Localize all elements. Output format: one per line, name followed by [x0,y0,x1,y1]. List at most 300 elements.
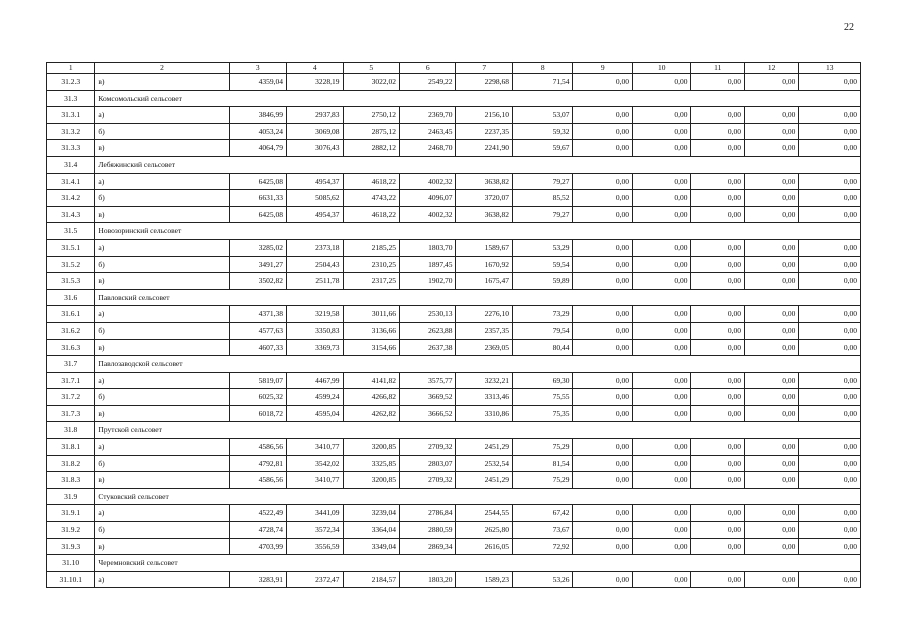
value-cell: 0,00 [691,206,744,223]
value-cell: 0,00 [799,107,861,124]
value-cell: 3285,02 [229,239,286,256]
section-row [47,90,861,107]
value-cell: 0,00 [632,74,691,91]
section-code: 31.3 [47,90,95,107]
value-cell: 0,00 [744,123,798,140]
value-cell: 0,00 [691,538,744,555]
value-cell: 0,00 [573,522,633,539]
row-variant: в) [95,140,229,157]
value-cell: 3572,34 [287,522,343,539]
value-cell: 0,00 [744,306,798,323]
value-cell: 59,54 [512,256,573,273]
column-header: 10 [632,63,691,74]
value-cell: 0,00 [573,372,633,389]
table-row [47,439,861,456]
value-cell: 4053,24 [229,123,286,140]
value-cell: 2241,90 [456,140,512,157]
row-variant: а) [95,306,229,323]
table-row [47,522,861,539]
value-cell: 0,00 [573,306,633,323]
value-cell: 3349,04 [343,538,399,555]
value-cell: 3542,02 [287,455,343,472]
row-variant: а) [95,505,229,522]
section-row [47,289,861,306]
table-row [47,372,861,389]
value-cell: 0,00 [691,505,744,522]
value-cell: 6018,72 [229,405,286,422]
value-cell: 2937,83 [287,107,343,124]
column-header: 7 [456,63,512,74]
value-cell: 0,00 [632,206,691,223]
value-cell: 2880,59 [400,522,456,539]
value-cell: 67,42 [512,505,573,522]
value-cell: 0,00 [573,140,633,157]
value-cell: 59,32 [512,123,573,140]
value-cell: 2709,32 [400,439,456,456]
value-cell: 3313,46 [456,389,512,406]
row-code: 31.10.1 [47,571,95,588]
row-variant: б) [95,455,229,472]
row-variant: в) [95,273,229,290]
table-row [47,405,861,422]
value-cell: 0,00 [573,505,633,522]
value-cell: 0,00 [744,107,798,124]
value-cell: 3200,85 [343,472,399,489]
value-cell: 0,00 [691,389,744,406]
value-cell: 5085,62 [287,190,343,207]
value-cell: 2369,70 [400,107,456,124]
table-row [47,389,861,406]
value-cell: 0,00 [573,239,633,256]
value-cell: 3364,04 [343,522,399,539]
column-header: 4 [287,63,343,74]
value-cell: 71,54 [512,74,573,91]
value-cell: 0,00 [799,439,861,456]
value-cell: 0,00 [799,123,861,140]
row-code: 31.4.1 [47,173,95,190]
table-row [47,206,861,223]
value-cell: 69,30 [512,372,573,389]
value-cell: 0,00 [632,505,691,522]
value-cell: 4359,04 [229,74,286,91]
table-row [47,472,861,489]
value-cell: 0,00 [799,505,861,522]
value-cell: 3022,02 [343,74,399,91]
row-variant: б) [95,389,229,406]
section-name: Стуковский сельсовет [95,488,861,505]
value-cell: 3011,66 [343,306,399,323]
value-cell: 59,67 [512,140,573,157]
value-cell: 0,00 [744,522,798,539]
value-cell: 0,00 [573,339,633,356]
value-cell: 1589,23 [456,571,512,588]
row-code: 31.5.2 [47,256,95,273]
row-code: 31.4.2 [47,190,95,207]
value-cell: 3069,08 [287,123,343,140]
value-cell: 0,00 [691,372,744,389]
value-cell: 3228,19 [287,74,343,91]
value-cell: 0,00 [573,206,633,223]
value-cell: 0,00 [632,439,691,456]
row-code: 31.4.3 [47,206,95,223]
row-code: 31.5.1 [47,239,95,256]
value-cell: 0,00 [799,306,861,323]
value-cell: 3846,99 [229,107,286,124]
column-header: 6 [400,63,456,74]
value-cell: 2372,47 [287,571,343,588]
value-cell: 79,27 [512,206,573,223]
value-cell: 4141,82 [343,372,399,389]
value-cell: 0,00 [744,372,798,389]
table-row [47,190,861,207]
value-cell: 0,00 [744,505,798,522]
value-cell: 3669,52 [400,389,456,406]
value-cell: 0,00 [744,190,798,207]
value-cell: 3491,27 [229,256,286,273]
column-header: 12 [744,63,798,74]
section-code: 31.6 [47,289,95,306]
value-cell: 0,00 [799,190,861,207]
value-cell: 0,00 [691,256,744,273]
row-variant: а) [95,372,229,389]
value-cell: 3200,85 [343,439,399,456]
value-cell: 0,00 [691,123,744,140]
section-row [47,488,861,505]
value-cell: 75,35 [512,405,573,422]
value-cell: 2549,22 [400,74,456,91]
value-cell: 0,00 [573,439,633,456]
row-code: 31.3.3 [47,140,95,157]
value-cell: 2637,38 [400,339,456,356]
value-cell: 0,00 [632,273,691,290]
value-cell: 2544,55 [456,505,512,522]
table-row [47,339,861,356]
row-code: 31.6.2 [47,322,95,339]
section-row [47,356,861,373]
value-cell: 0,00 [744,239,798,256]
row-variant: а) [95,173,229,190]
value-cell: 3638,82 [456,173,512,190]
value-cell: 4002,32 [400,173,456,190]
value-cell: 75,55 [512,389,573,406]
row-variant: а) [95,571,229,588]
value-cell: 0,00 [632,256,691,273]
value-cell: 0,00 [573,173,633,190]
value-cell: 3638,82 [456,206,512,223]
value-cell: 0,00 [799,273,861,290]
table-body [47,74,861,588]
section-name: Новозоринский сельсовет [95,223,861,240]
value-cell: 2310,25 [343,256,399,273]
row-code: 31.2.3 [47,74,95,91]
value-cell: 2317,25 [343,273,399,290]
table-header-row [47,63,861,74]
value-cell: 2184,57 [343,571,399,588]
value-cell: 4728,74 [229,522,286,539]
row-variant: б) [95,322,229,339]
value-cell: 2237,35 [456,123,512,140]
value-cell: 79,27 [512,173,573,190]
value-cell: 53,29 [512,239,573,256]
value-cell: 0,00 [632,322,691,339]
value-cell: 0,00 [799,74,861,91]
value-cell: 0,00 [691,322,744,339]
value-cell: 0,00 [799,472,861,489]
value-cell: 0,00 [799,455,861,472]
value-cell: 4467,99 [287,372,343,389]
value-cell: 4262,82 [343,405,399,422]
value-cell: 0,00 [632,107,691,124]
value-cell: 0,00 [744,74,798,91]
value-cell: 2463,45 [400,123,456,140]
row-code: 31.8.2 [47,455,95,472]
value-cell: 2373,18 [287,239,343,256]
value-cell: 2504,43 [287,256,343,273]
value-cell: 0,00 [691,173,744,190]
table-row [47,239,861,256]
value-cell: 6631,33 [229,190,286,207]
value-cell: 3219,58 [287,306,343,323]
value-cell: 0,00 [691,472,744,489]
value-cell: 0,00 [632,522,691,539]
value-cell: 0,00 [691,455,744,472]
value-cell: 73,67 [512,522,573,539]
value-cell: 81,54 [512,455,573,472]
value-cell: 72,92 [512,538,573,555]
value-cell: 4599,24 [287,389,343,406]
value-cell: 0,00 [632,306,691,323]
value-cell: 73,29 [512,306,573,323]
value-cell: 3076,43 [287,140,343,157]
value-cell: 0,00 [573,123,633,140]
row-variant: а) [95,107,229,124]
value-cell: 0,00 [744,206,798,223]
value-cell: 3410,77 [287,472,343,489]
value-cell: 0,00 [573,472,633,489]
row-code: 31.8.3 [47,472,95,489]
row-variant: в) [95,472,229,489]
value-cell: 3666,52 [400,405,456,422]
table-row [47,74,861,91]
row-variant: в) [95,74,229,91]
value-cell: 4954,37 [287,206,343,223]
value-cell: 0,00 [632,472,691,489]
value-cell: 2298,68 [456,74,512,91]
section-code: 31.7 [47,356,95,373]
value-cell: 2623,88 [400,322,456,339]
value-cell: 4618,22 [343,173,399,190]
value-cell: 2357,35 [456,322,512,339]
row-variant: в) [95,206,229,223]
value-cell: 2185,25 [343,239,399,256]
value-cell: 2451,29 [456,439,512,456]
value-cell: 85,52 [512,190,573,207]
row-variant: в) [95,405,229,422]
value-cell: 0,00 [799,256,861,273]
column-header: 11 [691,63,744,74]
value-cell: 0,00 [632,372,691,389]
value-cell: 0,00 [799,322,861,339]
value-cell: 0,00 [632,538,691,555]
value-cell: 4618,22 [343,206,399,223]
value-cell: 0,00 [799,389,861,406]
column-header: 1 [47,63,95,74]
value-cell: 2276,10 [456,306,512,323]
value-cell: 0,00 [573,74,633,91]
table-row [47,306,861,323]
table-row [47,455,861,472]
value-cell: 2803,07 [400,455,456,472]
value-cell: 0,00 [691,190,744,207]
section-code: 31.10 [47,555,95,572]
value-cell: 2709,32 [400,472,456,489]
value-cell: 1675,47 [456,273,512,290]
row-code: 31.6.3 [47,339,95,356]
column-header: 13 [799,63,861,74]
value-cell: 0,00 [573,538,633,555]
value-cell: 0,00 [691,571,744,588]
row-variant: а) [95,239,229,256]
row-variant: б) [95,190,229,207]
value-cell: 0,00 [744,389,798,406]
value-cell: 3502,82 [229,273,286,290]
section-code: 31.5 [47,223,95,240]
value-cell: 4266,82 [343,389,399,406]
page-number: 22 [844,22,854,33]
row-code: 31.9.2 [47,522,95,539]
value-cell: 0,00 [799,239,861,256]
value-cell: 0,00 [744,322,798,339]
value-cell: 2451,29 [456,472,512,489]
value-cell: 4595,04 [287,405,343,422]
section-name: Прутской сельсовет [95,422,861,439]
table-row [47,273,861,290]
value-cell: 0,00 [632,455,691,472]
value-cell: 5819,07 [229,372,286,389]
value-cell: 0,00 [744,273,798,290]
row-code: 31.9.1 [47,505,95,522]
row-code: 31.7.1 [47,372,95,389]
value-cell: 0,00 [744,455,798,472]
value-cell: 3154,66 [343,339,399,356]
row-code: 31.8.1 [47,439,95,456]
value-cell: 0,00 [744,538,798,555]
value-cell: 0,00 [632,389,691,406]
value-cell: 1897,45 [400,256,456,273]
value-cell: 2532,54 [456,455,512,472]
value-cell: 0,00 [632,405,691,422]
section-name: Черемновский сельсовет [95,555,861,572]
section-name: Павлозаводской сельсовет [95,356,861,373]
column-header: 8 [512,63,573,74]
section-row [47,555,861,572]
section-row [47,223,861,240]
value-cell: 0,00 [573,256,633,273]
value-cell: 4586,56 [229,439,286,456]
value-cell: 3575,77 [400,372,456,389]
table-row [47,173,861,190]
value-cell: 2156,10 [456,107,512,124]
value-cell: 0,00 [573,190,633,207]
value-cell: 0,00 [799,206,861,223]
table-row [47,256,861,273]
column-header: 5 [343,63,399,74]
value-cell: 1670,92 [456,256,512,273]
value-cell: 0,00 [691,74,744,91]
value-cell: 4577,63 [229,322,286,339]
value-cell: 0,00 [744,472,798,489]
value-cell: 3283,91 [229,571,286,588]
section-code: 31.8 [47,422,95,439]
value-cell: 0,00 [691,339,744,356]
value-cell: 1589,67 [456,239,512,256]
tariff-table [46,62,861,588]
value-cell: 3410,77 [287,439,343,456]
value-cell: 6425,08 [229,173,286,190]
table-row [47,322,861,339]
value-cell: 2869,34 [400,538,456,555]
value-cell: 0,00 [691,273,744,290]
value-cell: 3369,73 [287,339,343,356]
value-cell: 2750,12 [343,107,399,124]
value-cell: 59,89 [512,273,573,290]
table-row [47,505,861,522]
value-cell: 0,00 [632,173,691,190]
value-cell: 3310,86 [456,405,512,422]
value-cell: 0,00 [691,107,744,124]
value-cell: 2530,13 [400,306,456,323]
value-cell: 75,29 [512,472,573,489]
value-cell: 0,00 [573,571,633,588]
value-cell: 75,29 [512,439,573,456]
column-header: 3 [229,63,286,74]
value-cell: 1803,70 [400,239,456,256]
section-name: Комсомольский сельсовет [95,90,861,107]
value-cell: 2616,05 [456,538,512,555]
value-cell: 0,00 [573,389,633,406]
table-row [47,571,861,588]
value-cell: 0,00 [799,405,861,422]
value-cell: 0,00 [632,123,691,140]
table-row [47,538,861,555]
value-cell: 4064,79 [229,140,286,157]
value-cell: 0,00 [799,538,861,555]
column-header: 2 [95,63,229,74]
value-cell: 0,00 [744,140,798,157]
value-cell: 4743,22 [343,190,399,207]
row-code: 31.9.3 [47,538,95,555]
value-cell: 2468,70 [400,140,456,157]
value-cell: 0,00 [744,571,798,588]
value-cell: 4607,33 [229,339,286,356]
section-code: 31.4 [47,156,95,173]
section-row [47,422,861,439]
row-code: 31.3.2 [47,123,95,140]
value-cell: 0,00 [799,339,861,356]
value-cell: 4002,32 [400,206,456,223]
value-cell: 3441,09 [287,505,343,522]
value-cell: 3136,66 [343,322,399,339]
value-cell: 1902,70 [400,273,456,290]
value-cell: 53,26 [512,571,573,588]
value-cell: 2369,05 [456,339,512,356]
value-cell: 0,00 [691,439,744,456]
row-variant: в) [95,538,229,555]
value-cell: 0,00 [691,306,744,323]
row-code: 31.3.1 [47,107,95,124]
value-cell: 4096,07 [400,190,456,207]
value-cell: 3239,04 [343,505,399,522]
